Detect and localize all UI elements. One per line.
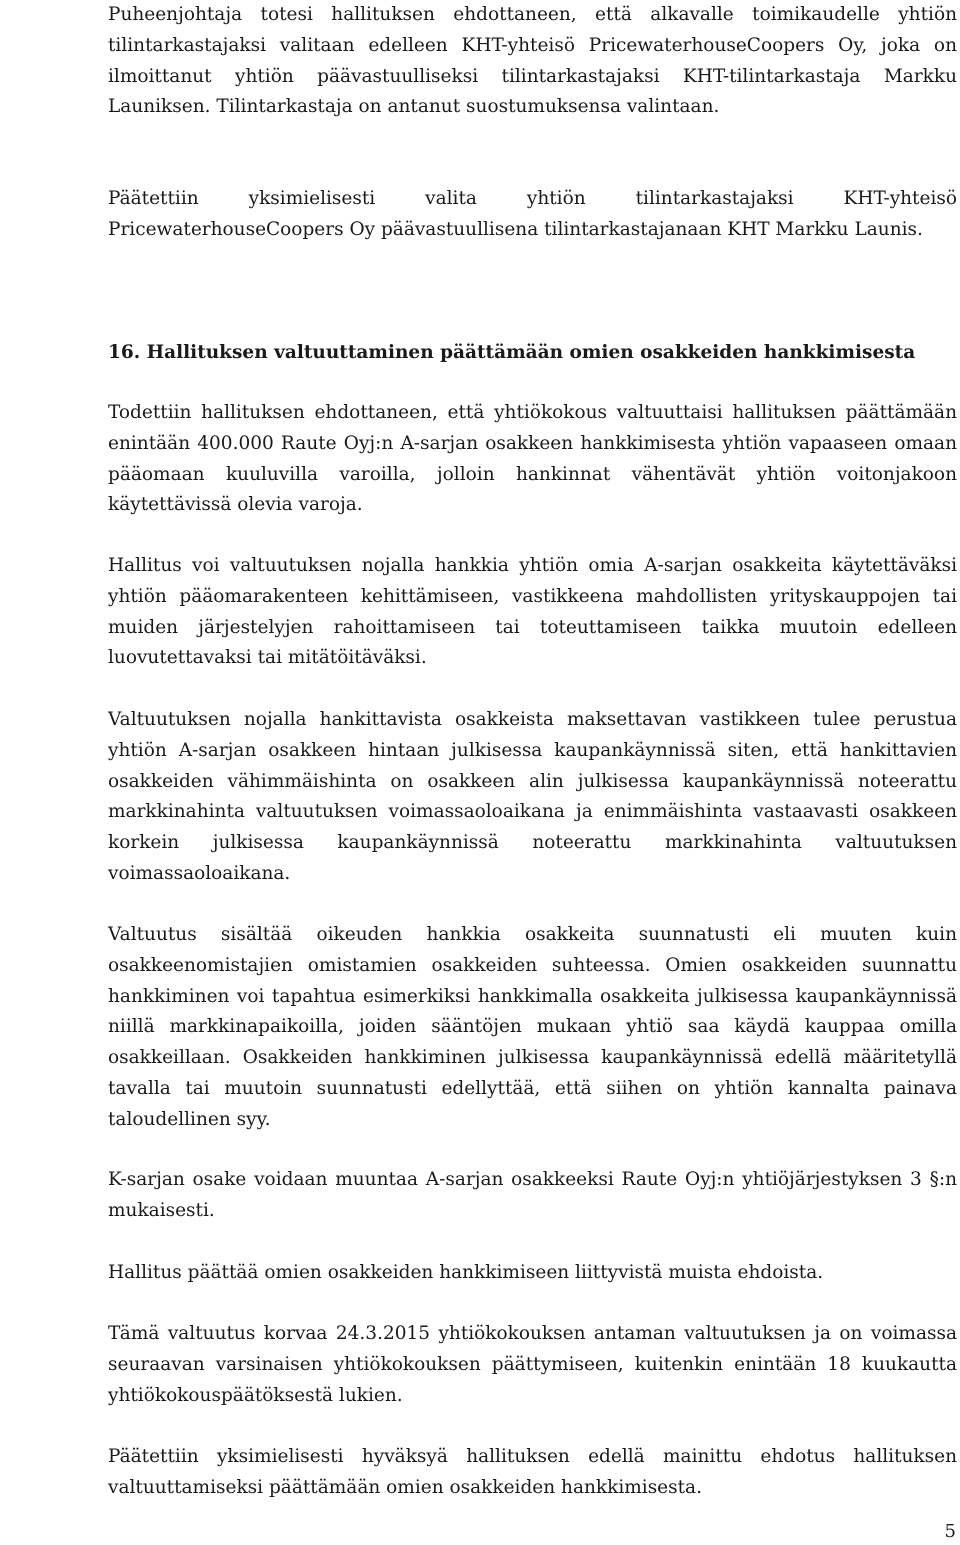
section-number: 16. xyxy=(108,342,141,363)
page-number: 5 xyxy=(944,1521,956,1542)
paragraph-other-terms: Hallitus päättää omien osakkeiden hankkimiseen liittyvistä muista ehdoista. xyxy=(108,1262,824,1283)
paragraph-auditor-decision: Päätettiin yksimielisesti valita yhtiön tilintarkastajaksi KHT-yhteisö PricewaterhouseCoopers Oy päävastuullisena tilintarkastajanaan KHT Markku Launis. xyxy=(108,188,957,240)
paragraph-auditor-proposal: Puheenjohtaja totesi hallituksen ehdottaneen, että alkavalle toimikaudelle yhtiön tilintarkastajaksi valitaan edelleen KHT-yhteisö PricewaterhouseCoopers Oy, joka on ilmoittanut yhtiön päävastuulliseksi tilintarkastajaksi KHT-tilintarkastaja Markku Launiksen. Tilintarkastaja on antanut suostumuksensa valintaan. xyxy=(108,4,957,118)
paragraph-conversion: K-sarjan osake voidaan muuntaa A-sarjan osakkeeksi Raute Oyj:n yhtiöjärjestyksen 3 §:n mukaisesti. xyxy=(108,1169,957,1221)
section-heading xyxy=(108,338,957,368)
paragraph-directed-acquisition: Valtuutus sisältää oikeuden hankkia osakkeita suunnatusti eli muuten kuin osakkeenomistajien omistamien osakkeiden suhteessa. Omien osakkeiden suunnattu hankkiminen voi tapahtua esimerkiksi hankkimalla osakkeita julkisessa kaupankäynnissä niillä markkinapaikoilla, joiden sääntöjen mukaan yhtiö saa käydä kauppaa omilla osakkeillaan. Osakkeiden hankkiminen julkisessa kaupankäynnissä edellä määritetyllä tavalla tai muutoin suunnatusti edellyttää, että siihen on yhtiön kannalta painava taloudellinen syy. xyxy=(108,924,957,1130)
section-title: Hallituksen valtuuttaminen päättämään omien osakkeiden hankkimisesta xyxy=(146,342,916,363)
paragraph-decision: Päätettiin yksimielisesti hyväksyä hallituksen edellä mainittu ehdotus hallituksen valtuuttamiseksi päättämään omien osakkeiden hankkimisesta. xyxy=(108,1446,957,1498)
paragraph-price: Valtuutuksen nojalla hankittavista osakkeista maksettavan vastikkeen tulee perustua yhtiön A-sarjan osakkeen hintaan julkisessa kaupankäynnissä siten, että hankittavien osakkeiden vähimmäishinta on osakkeen alin julkisessa kaupankäynnissä noteerattu markkinahinta valtuutuksen voimassaoloaikana ja enimmäishinta vastaavasti osakkeen korkein julkisessa kaupankäynnissä noteerattu markkinahinta valtuutuksen voimassaoloaikana. xyxy=(108,709,957,884)
paragraph-validity: Tämä valtuutus korvaa 24.3.2015 yhtiökokouksen antaman valtuutuksen ja on voimassa seuraavan varsinaisen yhtiökokouksen päättymiseen, kuitenkin enintään 18 kuukautta yhtiökokouspäätöksestä lukien. xyxy=(108,1323,957,1406)
paragraph-purpose: Hallitus voi valtuutuksen nojalla hankkia yhtiön omia A-sarjan osakkeita käytettäväksi yhtiön pääomarakenteen kehittämiseen, vastikkeena mahdollisten yrityskauppojen tai muiden järjestelyjen rahoittamiseen tai toteuttamiseen taikka muutoin edelleen luovutettavaksi tai mitätöitäväksi. xyxy=(108,555,957,669)
paragraph-proposal: Todettiin hallituksen ehdottaneen, että yhtiökokous valtuuttaisi hallituksen päättämään enintään 400.000 Raute Oyj:n A-sarjan osakkeen hankkimisesta yhtiön vapaaseen omaan pääomaan kuuluvilla varoilla, jolloin hankinnat vähentävät yhtiön voitonjakoon käytettävissä olevia varoja. xyxy=(108,402,957,516)
